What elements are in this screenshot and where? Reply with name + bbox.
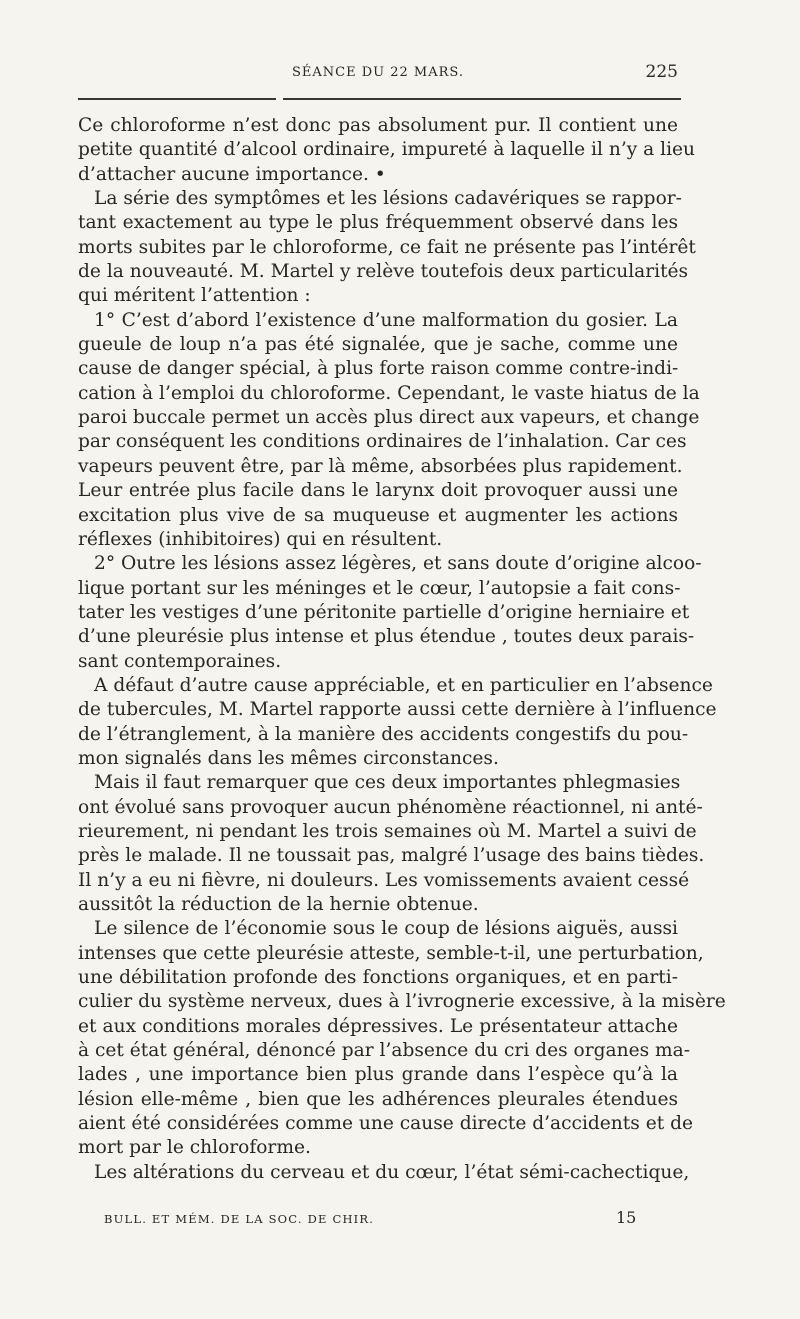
text-line: mon signalés dans les mêmes circonstances.	[78, 747, 499, 769]
text-line: culier du système nerveux, dues à l’ivrognerie excessive, à la misère	[78, 991, 726, 1013]
running-title: SÉANCE DU 22 MARS.	[292, 65, 464, 80]
text-line: tater les vestiges d’une péritonite partielle d’origine herniaire et	[78, 601, 690, 623]
text-line: A défaut d’autre cause appréciable, et en particulier en l’absence	[94, 674, 713, 696]
text-line: réflexes (inhibitoires) qui en résultent.	[78, 528, 443, 550]
text-line: lésion elle-même , bien que les adhérences pleurales étendues	[78, 1088, 678, 1110]
text-line: Ce chloroforme n’est donc pas absolument pur. Il contient une	[78, 115, 678, 136]
text-line: par conséquent les conditions ordinaires de l’inhalation. Car ces	[78, 431, 687, 453]
text-line: petite quantité d’alcool ordinaire, impureté à laquelle il n’y a lieu	[78, 139, 696, 161]
text-line: aussitôt la réduction de la hernie obtenue.	[78, 894, 479, 915]
text-line: tant exactement au type le plus fréquemment observé dans les	[78, 212, 678, 234]
header-rule-right	[283, 98, 681, 100]
text-line: 1° C’est d’abord l’existence d’une malformation du gosier. La	[94, 309, 678, 331]
text-line: vapeurs peuvent être, par là même, absorbées plus rapidement.	[78, 455, 683, 477]
text-line: une débilitation profonde des fonctions organiques, et en parti-	[78, 967, 678, 989]
text-line: rieurement, ni pendant les trois semaines où M. Martel a suivi de	[78, 820, 697, 842]
text-line: Il n’y a eu ni fièvre, ni douleurs. Les vomissements avaient cessé	[78, 869, 690, 891]
text-line: paroi buccale permet un accès plus direct aux vapeurs, et change	[78, 407, 700, 429]
text-line: de l’étranglement, à la manière des accidents congestifs du pou-	[78, 723, 689, 745]
header-rule-left	[78, 98, 276, 100]
text-line: de la nouveauté. M. Martel y relève toutefois deux particularités	[78, 261, 689, 283]
text-line: lades , une importance bien plus grande dans l’espèce qu’à la	[78, 1064, 678, 1086]
text-line: Mais il faut remarquer que ces deux importantes phlegmasies	[94, 772, 681, 794]
text-line: intenses que cette pleurésie atteste, semble-t-il, une perturbation,	[78, 942, 704, 964]
text-line: Leur entrée plus facile dans le larynx doit provoquer aussi une	[78, 480, 678, 502]
text-line: gueule de loup n’a pas été signalée, que je sache, comme une	[78, 334, 678, 356]
text-line: cause de danger spécial, à plus forte raison comme contre-indi-	[78, 358, 679, 380]
page-footer	[78, 1208, 678, 1230]
text-line: lique portant sur les méninges et le cœur, l’autopsie a fait cons-	[78, 577, 681, 599]
text-line: 2° Outre les lésions assez légères, et sans doute d’origine alcoo-	[94, 553, 702, 575]
text-line: cation à l’emploi du chloroforme. Cependant, le vaste hiatus de la	[78, 382, 700, 404]
text-line: de tubercules, M. Martel rapporte aussi cette dernière à l’influence	[78, 699, 717, 721]
text-line: mort par le chloroforme.	[78, 1137, 311, 1159]
text-line: La série des symptômes et les lésions cadavériques se rappor-	[94, 188, 682, 210]
body-text	[78, 114, 726, 1185]
text-line: d’attacher aucune importance. •	[78, 163, 386, 185]
text-line: ont évolué sans provoquer aucun phénomène réactionnel, ni anté-	[78, 796, 703, 818]
text-line: à cet état général, dénoncé par l’absence du cri des organes ma-	[78, 1040, 691, 1062]
running-head	[78, 62, 678, 86]
text-line: Le silence de l’économie sous le coup de lésions aiguës, aussi	[94, 918, 678, 940]
text-line: excitation plus vive de sa muqueuse et augmenter les actions	[78, 504, 678, 526]
sheet-number: 15	[616, 1208, 637, 1227]
page-number: 225	[645, 62, 678, 82]
text-line: et aux conditions morales dépressives. Le présentateur attache	[78, 1015, 678, 1037]
text-line: près le malade. Il ne toussait pas, malgré l’usage des bains tièdes.	[78, 845, 705, 867]
signature-mark: BULL. ET MÉM. DE LA SOC. DE CHIR.	[104, 1212, 375, 1226]
text-line: d’une pleurésie plus intense et plus étendue , toutes deux parais-	[78, 626, 695, 648]
text-line: aient été considérées comme une cause directe d’accidents et de	[78, 1113, 694, 1135]
text-line: sant contemporaines.	[78, 650, 282, 672]
text-line: Les altérations du cerveau et du cœur, l’état sémi-cachectique,	[94, 1161, 690, 1183]
text-line: qui méritent l’attention :	[78, 285, 311, 307]
text-line: morts subites par le chloroforme, ce fait ne présente pas l’intérêt	[78, 236, 696, 258]
